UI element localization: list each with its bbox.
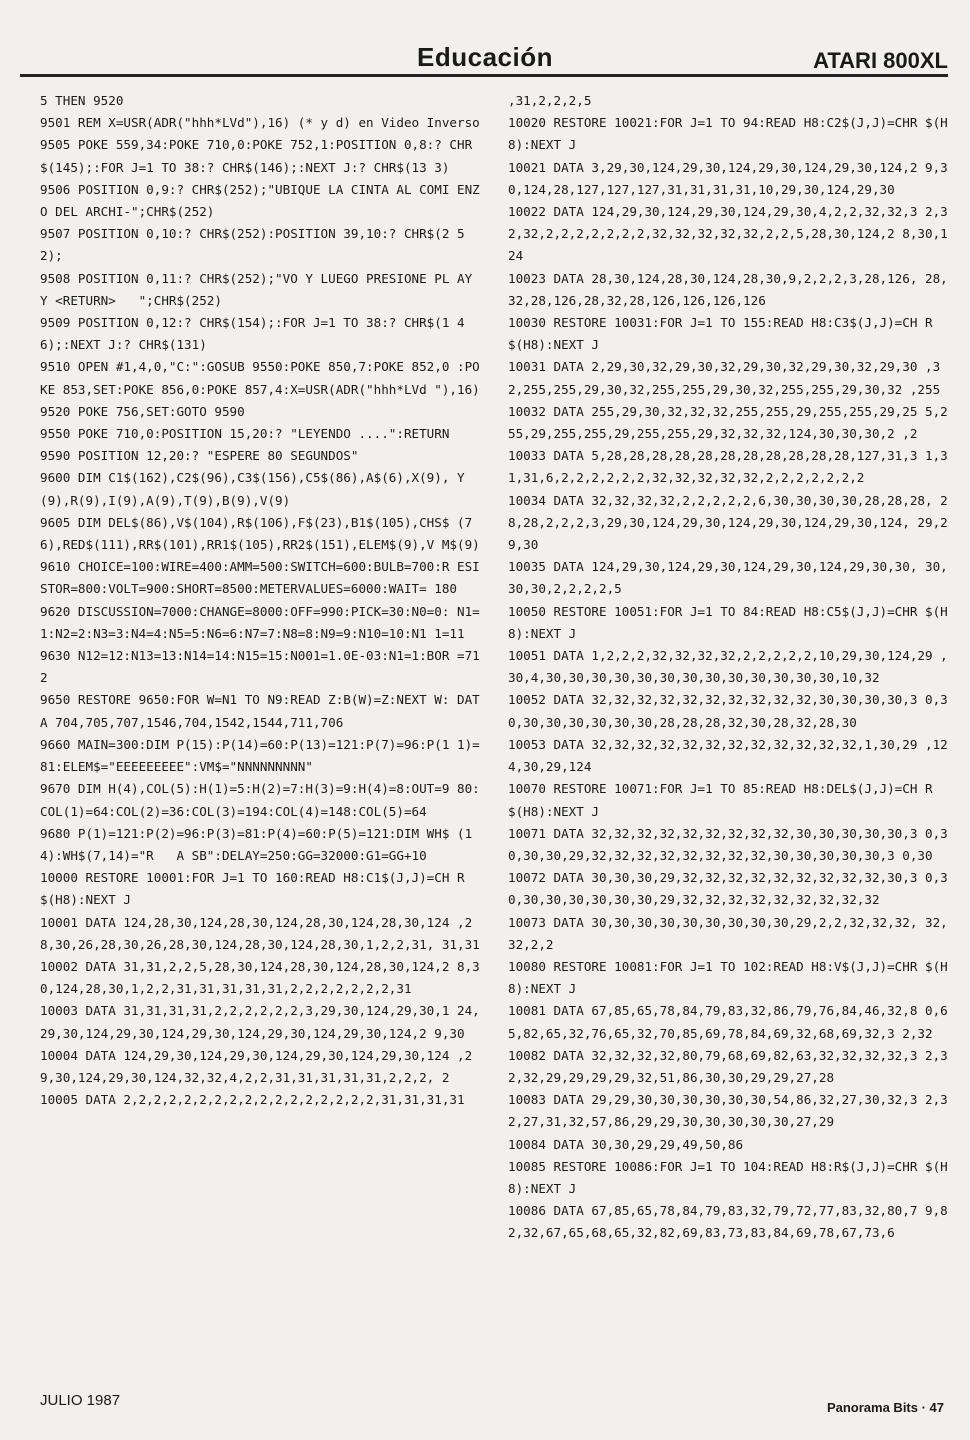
code-line: 10072 DATA 30,30,30,29,32,32,32,32,32,32,32,32,32,30,3 0,30,30,30,30,30,30,30,29,32,32,32,32,32,32,32,32,32 (508, 870, 948, 908)
code-line: 9501 REM X=USR(ADR("hhh*LVd"),16) (* y d) en Video Inverso (40, 115, 480, 131)
code-line: 10051 DATA 1,2,2,2,32,32,32,32,2,2,2,2,2,10,29,30,124,29 ,30,4,30,30,30,30,30,30,30,30,30,30,30,30,30,10,32 (508, 648, 948, 686)
code-line: 10052 DATA 32,32,32,32,32,32,32,32,32,32,30,30,30,30,3 0,30,30,30,30,30,30,30,28,28,28,32,30,28,32,28,30 (508, 692, 948, 730)
code-line: 9605 DIM DEL$(86),V$(104),R$(106),F$(23),B1$(105),CHS$ (76),RED$(111),RR$(101),RR1$(105),RR2$(151),ELEM$(9),V M$(9) (40, 514, 480, 553)
code-line: 10070 RESTORE 10071:FOR J=1 TO 85:READ H8:DEL$(J,J)=CH R$(H8):NEXT J (508, 781, 933, 819)
code-line: 10085 RESTORE 10086:FOR J=1 TO 104:READ H8:R$(J,J)=CHR $(H8):NEXT J (508, 1158, 948, 1196)
code-line: 10034 DATA 32,32,32,32,2,2,2,2,2,6,30,30,30,30,28,28,28, 28,28,2,2,2,3,29,30,124,29,30,124,29,30,124,29,30,124, 29,29,30 (508, 492, 948, 553)
footer-date: JULIO 1987 (40, 1392, 121, 1409)
page-header (0, 42, 970, 72)
code-line: 9520 POKE 756,SET:GOTO 9590 (40, 403, 245, 419)
code-line: 10050 RESTORE 10051:FOR J=1 TO 84:READ H8:C5$(J,J)=CHR $(H8):NEXT J (508, 603, 948, 641)
code-line: 10035 DATA 124,29,30,124,29,30,124,29,30,124,29,30,30, 30,30,30,2,2,2,2,5 (508, 559, 948, 597)
code-line: 10004 DATA 124,29,30,124,29,30,124,29,30,124,29,30,124 ,29,30,124,29,30,124,32,32,4,2,2,31,31,31,31,31,2,2,2, 2 (40, 1047, 473, 1085)
code-line: 9600 DIM C1$(162),C2$(96),C3$(156),C5$(86),A$(6),X(9), Y(9),R(9),I(9),A(9),T(9),B(9),V(9) (40, 470, 465, 508)
code-line: 9550 POKE 710,0:POSITION 15,20:? "LEYENDO ....":RETURN (40, 426, 450, 442)
code-line: 10086 DATA 67,85,65,78,84,79,83,32,79,72,77,83,32,80,7 9,82,32,67,65,68,65,32,82,69,83,73,83,84,69,78,67,73,6 (508, 1203, 948, 1241)
code-line: 10023 DATA 28,30,124,28,30,124,28,30,9,2,2,2,3,28,126, 28,32,28,126,28,32,28,126,126,126,126 (508, 270, 948, 308)
code-line: 9670 DIM H(4),COL(5):H(1)=5:H(2)=7:H(3)=9:H(4)=8:OUT=9 80:COL(1)=64:COL(2)=36:COL(3)=194:COL(4)=148:COL(5)=64 (40, 781, 480, 819)
code-line: 9590 POSITION 12,20:? "ESPERE 80 SEGUNDOS" (40, 448, 359, 464)
code-line: 10000 RESTORE 10001:FOR J=1 TO 160:READ H8:C1$(J,J)=CH R$(H8):NEXT J (40, 870, 465, 908)
code-line: 5 THEN 9520 (40, 93, 124, 108)
code-line: 10001 DATA 124,28,30,124,28,30,124,28,30,124,28,30,124 ,28,30,26,28,30,26,28,30,124,28,30,124,28,30,1,2,2,31, 31,31 (40, 914, 480, 952)
section-title: Educación (417, 42, 553, 72)
code-line: 9630 N12=12:N13=13:N14=14:N15=15:N001=1.0E-03:N1=1:BOR =712 (40, 648, 480, 686)
code-line: 9660 MAIN=300:DIM P(15):P(14)=60:P(13)=121:P(7)=96:P(1 1)=81:ELEM$="EEEEEEEEE":VM$="NNNNNNNNN" (40, 736, 480, 775)
code-line: 10022 DATA 124,29,30,124,29,30,124,29,30,4,2,2,32,32,3 2,32,32,2,2,2,2,2,2,2,32,32,32,32,32,2,2,5,28,30,124,2 8,30,124 (508, 204, 948, 264)
code-line: 9509 POSITION 0,12:? CHR$(154);:FOR J=1 TO 38:? CHR$(1 46);:NEXT J:? CHR$(131) (40, 315, 465, 353)
code-line: 9505 POKE 559,34:POKE 710,0:POKE 752,1:POSITION 0,8:? CHR$(145);:FOR J=1 TO 38:? CHR$(146);:NEXT J:? CHR$(13 3) (40, 137, 473, 175)
header-rule (20, 74, 948, 77)
code-line: 9510 OPEN #1,4,0,"C:":GOSUB 9550:POKE 850,7:POKE 852,0 :POKE 853,SET:POKE 856,0:POKE 857,4:X=USR(ADR("hhh*LVd "),16) (40, 359, 480, 397)
code-line: 10084 DATA 30,30,29,29,49,50,86 (508, 1136, 744, 1152)
code-line: 10073 DATA 30,30,30,30,30,30,30,30,30,29,2,2,32,32,32, 32,32,2,2 (508, 914, 948, 952)
code-line: 10082 DATA 32,32,32,32,80,79,68,69,82,63,32,32,32,32,3 2,32,32,29,29,29,29,32,51,86,30,30,29,29,27,28 (508, 1047, 948, 1085)
code-line: 9507 POSITION 0,10:? CHR$(252):POSITION 39,10:? CHR$(2 52); (40, 226, 465, 264)
code-line: 10081 DATA 67,85,65,78,84,79,83,32,86,79,76,84,46,32,8 0,65,82,65,32,76,65,32,70,85,69,78,84,69,32,68,69,32,3 2,32 (508, 1003, 948, 1041)
magazine-tag: ATARI 800XL (813, 48, 948, 73)
code-line: 10030 RESTORE 10031:FOR J=1 TO 155:READ H8:C3$(J,J)=CH R$(H8):NEXT J (508, 315, 933, 353)
code-line: 9680 P(1)=121:P(2)=96:P(3)=81:P(4)=60:P(5)=121:DIM WH$ (14):WH$(7,14)="R A SB":DELAY=250:GG=32000:G1=GG+10 (40, 825, 473, 863)
code-column-right (508, 90, 950, 1245)
code-line: 10053 DATA 32,32,32,32,32,32,32,32,32,32,32,32,1,30,29 ,124,30,29,124 (508, 736, 948, 775)
code-line: 10005 DATA 2,2,2,2,2,2,2,2,2,2,2,2,2,2,2,2,2,31,31,31,31 (40, 1092, 465, 1108)
code-line: 9506 POSITION 0,9:? CHR$(252);"UBIQUE LA CINTA AL COMI ENZO DEL ARCHI-";CHR$(252) (40, 181, 480, 220)
code-line: 10080 RESTORE 10081:FOR J=1 TO 102:READ H8:V$(J,J)=CHR $(H8):NEXT J (508, 958, 948, 997)
code-line: 10071 DATA 32,32,32,32,32,32,32,32,32,30,30,30,30,30,3 0,30,30,30,29,32,32,32,32,32,32,32,32,30,30,30,30,30,3 0,30 (508, 825, 948, 863)
code-line: 10033 DATA 5,28,28,28,28,28,28,28,28,28,28,28,127,31,3 1,31,31,6,2,2,2,2,2,2,32,32,32,32,32,2,2,2,2,2,2,2 (508, 448, 948, 486)
code-line: 10031 DATA 2,29,30,32,29,30,32,29,30,32,29,30,32,29,30 ,32,255,255,29,30,32,255,255,29,30,32,255,255,29,30,32 ,255 (508, 359, 941, 397)
code-column-left (40, 90, 482, 1111)
code-line: 10020 RESTORE 10021:FOR J=1 TO 94:READ H8:C2$(J,J)=CHR $(H8):NEXT J (508, 115, 948, 153)
code-line: 10032 DATA 255,29,30,32,32,32,255,255,29,255,255,29,25 5,255,29,255,255,29,255,255,29,32,32,32,124,30,30,30,2 ,2 (508, 403, 948, 442)
code-line: 9610 CHOICE=100:WIRE=400:AMM=500:SWITCH=600:BULB=700:R ESISTOR=800:VOLT=900:SHORT=8500:METERVALUES=6000:WAIT= 180 (40, 559, 480, 597)
code-line: 9620 DISCUSSION=7000:CHANGE=8000:OFF=990:PICK=30:N0=0: N1=1:N2=2:N3=3:N4=4:N5=5:N6=6:N7=7:N8=8:N9=9:N10=10:N1 1=11 (40, 603, 480, 641)
code-line: 10083 DATA 29,29,30,30,30,30,30,30,54,86,32,27,30,32,3 2,32,27,31,32,57,86,29,29,30,30,30,30,30,27,29 (508, 1092, 948, 1130)
code-line: 10002 DATA 31,31,2,2,5,28,30,124,28,30,124,28,30,124,2 8,30,124,28,30,1,2,2,31,31,31,31,31,2,2,2,2,2,2,2,31 (40, 958, 480, 997)
code-line: 9508 POSITION 0,11:? CHR$(252);"VO Y LUEGO PRESIONE PL AY Y <RETURN> ";CHR$(252) (40, 270, 480, 308)
code-line: ,31,2,2,2,5 (508, 93, 592, 108)
code-line: 9650 RESTORE 9650:FOR W=N1 TO N9:READ Z:B(W)=Z:NEXT W: DATA 704,705,707,1546,704,1542,1544,711,706 (40, 692, 480, 730)
code-line: 10003 DATA 31,31,31,31,2,2,2,2,2,2,3,29,30,124,29,30,1 24,29,30,124,29,30,124,29,30,124,29,30,124,29,30,124,2 9,30 (40, 1003, 480, 1041)
footer-page-number: Panorama Bits · 47 (826, 1400, 944, 1415)
code-line: 10021 DATA 3,29,30,124,29,30,124,29,30,124,29,30,124,2 9,30,124,28,127,127,127,31,31,31,31,10,29,30,124,29,30 (508, 159, 948, 197)
